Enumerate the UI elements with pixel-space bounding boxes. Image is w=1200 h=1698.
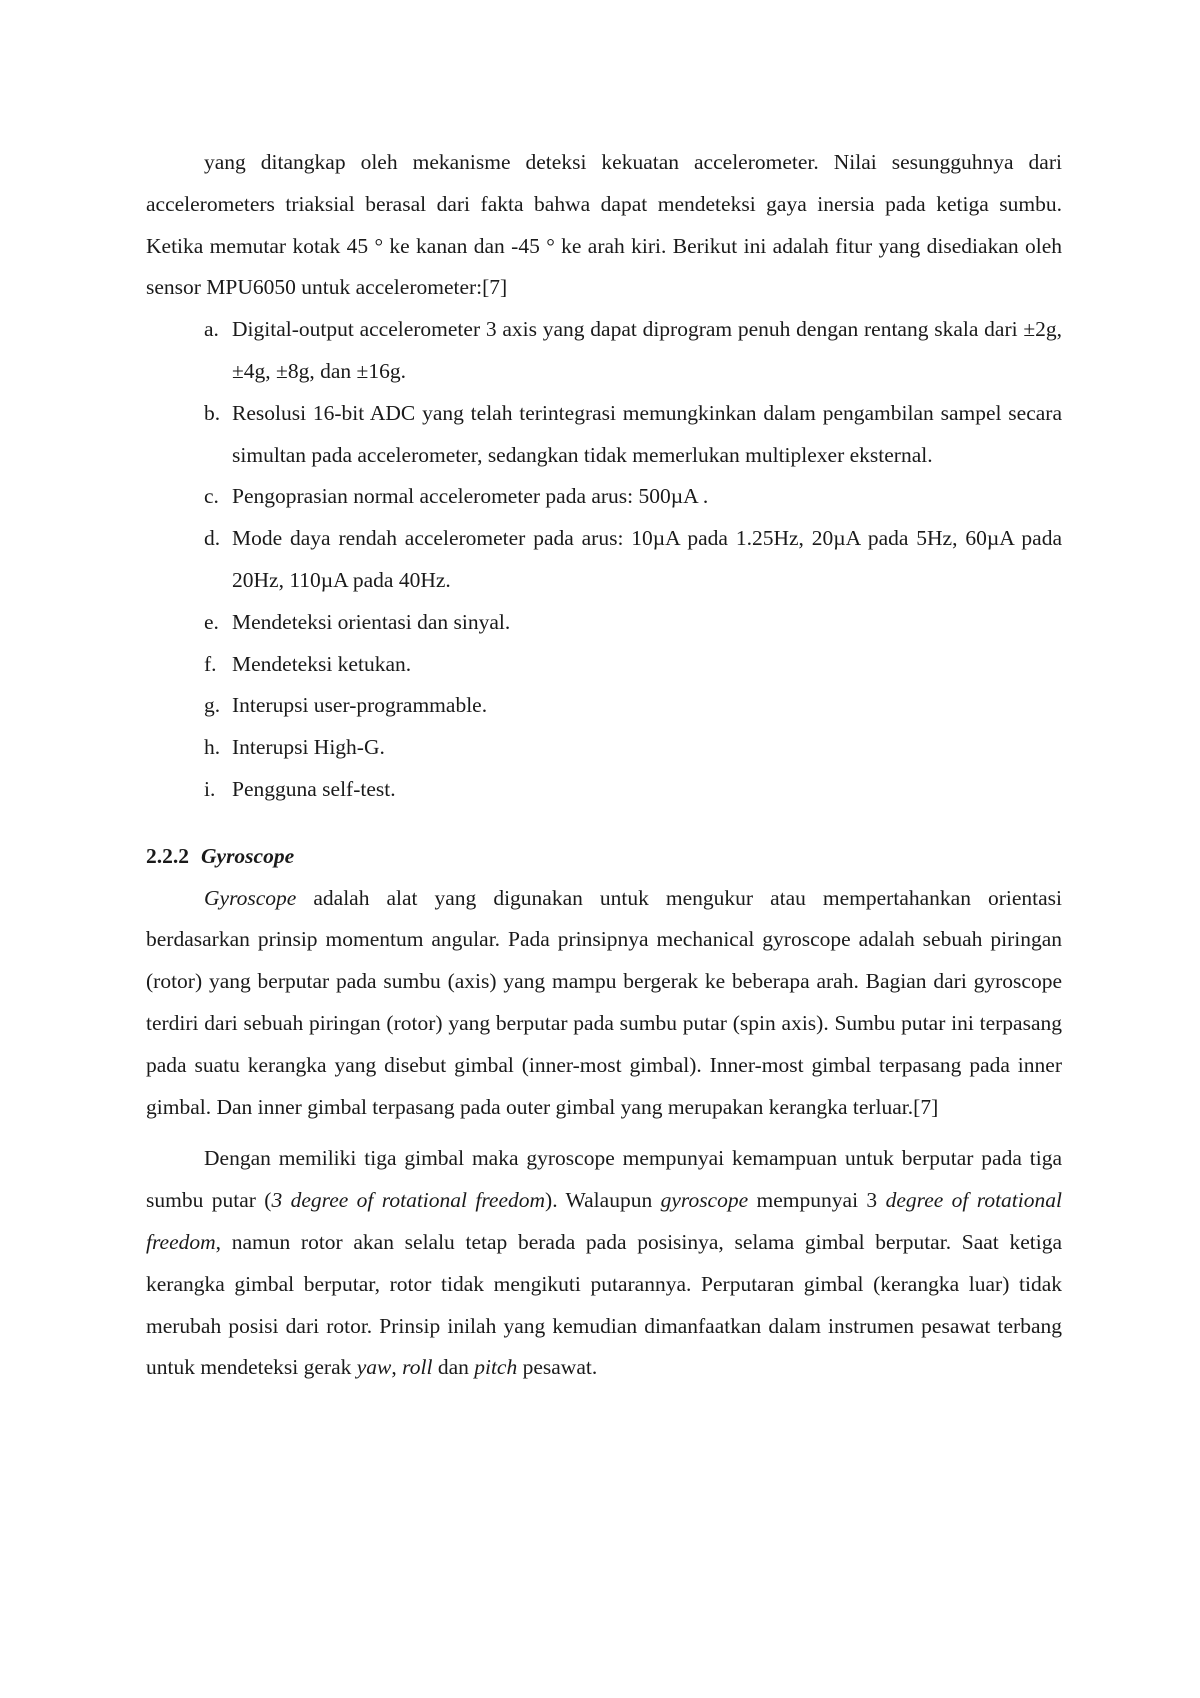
list-item (146, 727, 1062, 769)
list-item-text: Mendeteksi ketukan. (232, 651, 412, 676)
list-marker: i. (204, 776, 216, 801)
list-item-text: Resolusi 16-bit ADC yang telah terintegrasi memungkinkan dalam pengambilan sampel secara simultan pada accelerometer, sedangkan tidak memerlukan multiplexer eksternal. (232, 400, 1062, 467)
list-marker: c. (204, 484, 219, 509)
term-gyroscope: Gyroscope (204, 885, 297, 910)
italic-term: gyroscope (660, 1188, 749, 1213)
list-item-text: Pengguna self-test. (232, 776, 396, 801)
list-item (146, 393, 1062, 477)
list-item (146, 644, 1062, 686)
paragraph-text: adalah alat yang digunakan untuk mengukur atau mempertahankan orientasi berdasarkan prinsip momentum angular. Pada prinsipnya mechanical gyroscope adalah sebuah piringan (rotor) yang berputar pada sumbu (axis) yang mampu bergerak ke beberapa arah. Bagian dari gyroscope terdiri dari sebuah piringan (rotor) yang berputar pada sumbu putar (spin axis). Sumbu putar ini terpasang pada suatu kerangka yang disebut gimbal (inner-most gimbal). Inner-most gimbal terpasang pada inner gimbal. Dan inner gimbal terpasang pada outer gimbal yang merupakan kerangka terluar.[7] (146, 885, 1062, 1119)
list-item-text: Mendeteksi orientasi dan sinyal. (232, 609, 511, 634)
paragraph-text: , namun rotor akan selalu tetap berada pada posisinya, selama gimbal berputar. Saat ketiga kerangka gimbal berputar, rotor tidak mengikuti putarannya. Perputaran gimbal (kerangka luar) tidak merubah posisi dari rotor. Prinsip inilah yang kemudian dimanfaatkan dalam instrumen pesawat terbang untuk mendeteksi gerak (146, 1229, 1062, 1380)
paragraph-text: mempunyai 3 (748, 1188, 886, 1213)
paragraph-text: , (391, 1355, 403, 1380)
section-number: 2.2.2 (146, 843, 189, 868)
list-item-text: Pengoprasian normal accelerometer pada arus: 500µA . (232, 484, 709, 509)
list-item (146, 518, 1062, 602)
list-item-text: Mode daya rendah accelerometer pada arus: 10µA pada 1.25Hz, 20µA pada 5Hz, 60µA pada 20Hz, 110µA pada 40Hz. (232, 526, 1062, 592)
paragraph-text: dan (432, 1355, 475, 1380)
list-item-text: Interupsi user-programmable. (232, 693, 488, 718)
list-marker: f. (204, 651, 217, 676)
list-marker: h. (204, 735, 221, 760)
italic-term: yaw (356, 1355, 392, 1380)
document-page (146, 142, 1062, 1389)
section-heading (146, 836, 1062, 878)
intro-paragraph: yang ditangkap oleh mekanisme deteksi kekuatan accelerometer. Nilai sesungguhnya dari accelerometers triaksial berasal dari fakta bahwa dapat mendeteksi gaya inersia pada ketiga sumbu. Ketika memutar kotak 45 ° ke kanan dan -45 ° ke arah kiri. Berikut ini adalah fitur yang disediakan oleh sensor MPU6050 untuk accelerometer:[7] (146, 150, 1062, 300)
list-item (146, 602, 1062, 644)
italic-term: degree of rotational freedom (146, 1188, 1062, 1254)
list-item-text: Interupsi High-G. (232, 735, 385, 760)
feature-list (146, 309, 1062, 811)
paragraph-text: pesawat. (517, 1355, 598, 1380)
list-item (146, 769, 1062, 811)
list-item (146, 476, 1062, 518)
paragraph-text: Dengan memiliki tiga gimbal maka gyroscope mempunyai kemampuan untuk berputar pada tiga sumbu putar ( (146, 1146, 1062, 1213)
paragraph-text: ). Walaupun (545, 1188, 661, 1213)
list-marker: d. (204, 526, 221, 551)
list-marker: b. (204, 400, 221, 425)
list-item-text: Digital-output accelerometer 3 axis yang dapat diprogram penuh dengan rentang skala dari ±2g, ±4g, ±8g, dan ±16g. (232, 317, 1062, 383)
list-item (146, 309, 1062, 393)
italic-term: pitch (474, 1355, 518, 1380)
list-marker: a. (204, 317, 219, 342)
list-marker: e. (204, 609, 219, 634)
section-title: Gyroscope (201, 843, 295, 868)
list-item (146, 685, 1062, 727)
italic-term: roll (402, 1355, 433, 1380)
gimbal-paragraph (146, 1138, 1062, 1389)
list-marker: g. (204, 693, 221, 718)
italic-term: 3 degree of rotational freedom (271, 1188, 546, 1213)
gyroscope-paragraph (146, 878, 1062, 1129)
